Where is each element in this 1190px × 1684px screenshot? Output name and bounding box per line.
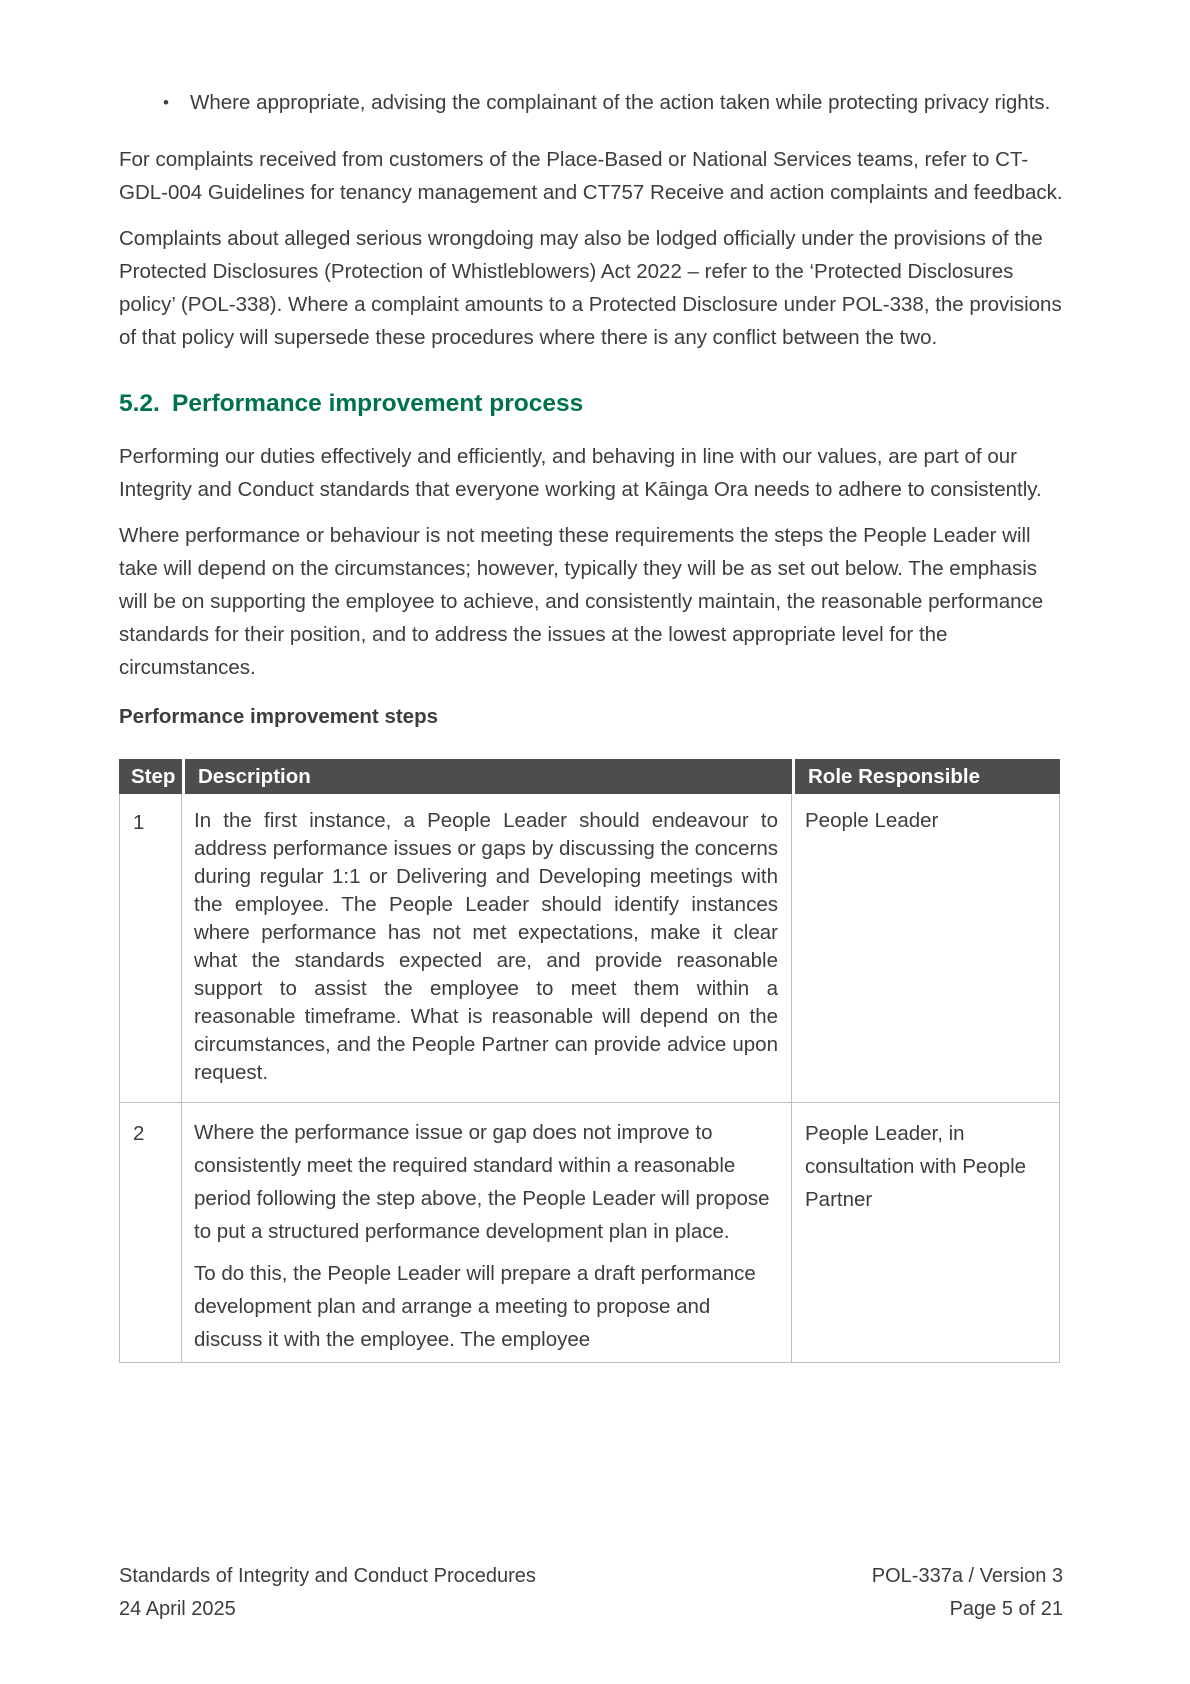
performance-steps-table (119, 759, 1060, 1363)
footer-page-number: Page 5 of 21 (949, 1598, 1063, 1620)
section-heading (119, 386, 1063, 422)
step-2-role: People Leader, in consultation with People Partner (792, 1103, 1060, 1363)
bullet-list-item (163, 86, 1063, 119)
step-1-description (182, 794, 792, 1103)
step-2-description (182, 1103, 792, 1363)
section-number: 5.2. (119, 390, 160, 417)
step-2-description-paragraph-2: To do this, the People Leader will prepare a draft performance development plan and arrange a meeting to propose and discuss it with the employee. The employee (194, 1262, 756, 1351)
step-1-description-paragraph: In the first instance, a People Leader should endeavour to address performance issues or gaps by discussing the concerns during regular 1:1 or Delivering and Developing meetings with the employee. The People Leader should identify instances where performance has not met expectations, make it clear what the standards expected are, and provide reasonable support to assist the employee to meet them within a reasonable timeframe. What is reasonable will depend on the circumstances, and the People Partner can provide advice upon request. (194, 809, 778, 1084)
footer-right-block (872, 1560, 1063, 1626)
step-1-role: People Leader (792, 794, 1060, 1103)
step-1-number: 1 (119, 794, 182, 1103)
step-2-description-paragraph-1: Where the performance issue or gap does not improve to consistently meet the required standard within a reasonable period following the step above, the People Leader will propose to put a structured performance development plan in place. (194, 1121, 770, 1243)
bullet-item-text: Where appropriate, advising the complainant of the action taken while protecting privacy rights. (190, 91, 1051, 114)
table-header-description: Description (182, 759, 792, 794)
footer-left-block (119, 1560, 536, 1626)
table-row-step-1 (119, 794, 1060, 1103)
table-header-step: Step (119, 759, 182, 794)
step-2-number: 2 (119, 1103, 182, 1363)
footer-date: 24 April 2025 (119, 1598, 236, 1620)
paragraph-performing-duties: Performing our duties effectively and efficiently, and behaving in line with our values, are part of our Integrity and Conduct standards that everyone working at Kāinga Ora needs to adhere to consistently. (119, 445, 1042, 501)
bullet-marker: • (163, 93, 169, 112)
table-caption: Performance improvement steps (119, 705, 439, 728)
footer-document-id: POL-337a / Version 3 (871, 1565, 1063, 1587)
table-row-step-2 (119, 1103, 1060, 1363)
table-header-row (119, 759, 1060, 794)
table-header-role: Role Responsible (792, 759, 1060, 794)
paragraph-complaints-routing: For complaints received from customers of the Place-Based or National Services teams, refer to CT-GDL-004 Guidelines for tenancy management and CT757 Receive and action complaints and feedback. (119, 148, 1063, 204)
page-footer (119, 1560, 1063, 1626)
paragraph-performance-steps-intro: Where performance or behaviour is not meeting these requirements the steps the People Leader will take will depend on the circumstances; however, typically they will be as set out below. The emphasis will be on supporting the employee to achieve, and consistently maintain, the reasonable performance standards for their position, and to address the issues at the lowest appropriate level for the circumstances. (119, 524, 1044, 679)
paragraph-protected-disclosures: Complaints about alleged serious wrongdoing may also be lodged officially under the provisions of the Protected Disclosures (Protection of Whistleblowers) Act 2022 – refer to the ‘Protected Disclosures policy’ (POL-338). Where a complaint amounts to a Protected Disclosure under POL-338, the provisions of that policy will supersede these procedures where there is any conflict between the two. (119, 227, 1062, 349)
section-title: Performance improvement process (172, 390, 584, 417)
footer-document-title: Standards of Integrity and Conduct Procedures (119, 1565, 536, 1587)
